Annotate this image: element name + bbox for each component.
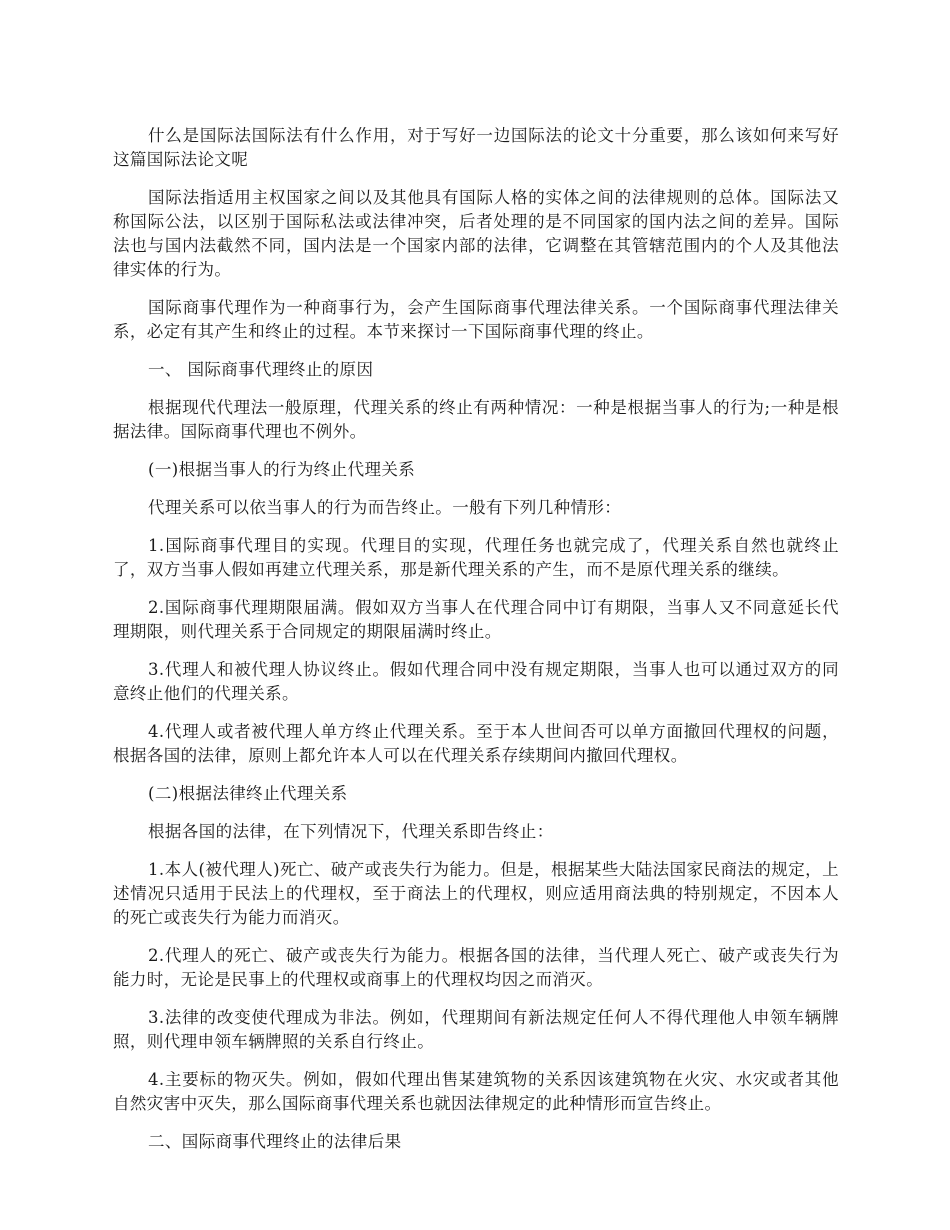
paragraph-definition: 国际法指适用主权国家之间以及其他具有国际人格的实体之间的法律规则的总体。国际法又称国际公法，以区别于国际私法或法律冲突，后者处理的是不同国家的国内法之间的差异。国际法也与国内法截然不同，国内法是一个国家内部的法律，它调整在其管辖范围内的个人及其他法律实体的行为。 — [113, 188, 839, 279]
list-item-8: 4.主要标的物灭失。例如，假如代理出售某建筑物的关系因该建筑物在火灾、水灾或者其他自然灾害中灭失，那么国际商事代理关系也就因法律规定的此种情形而宣告终止。 — [113, 1070, 839, 1113]
paragraph-legal-termination: 根据各国的法律，在下列情况下，代理关系即告终止： — [148, 822, 554, 841]
list-item-5: 1.本人(被代理人)死亡、破产或丧失行为能力。但是，根据某些大陆法国家民商法的规定，上述情况只适用于民法上的代理权，至于商法上的代理权，则应适用商法典的特别规定，不因本人的死亡或丧失行为能力而消灭。 — [113, 860, 839, 927]
paragraph-party-termination: 代理关系可以依当事人的行为而告终止。一般有下列几种情形： — [148, 498, 622, 517]
list-item-3: 3.代理人和被代理人协议终止。假如代理合同中没有规定期限，当事人也可以通过双方的同意终止他们的代理关系。 — [113, 660, 839, 703]
list-item-6: 2.代理人的死亡、破产或丧失行为能力。根据各国的法律，当代理人死亡、破产或丧失行为能力时，无论是民事上的代理权或商事上的代理权均因之而消灭。 — [113, 946, 839, 989]
list-item-2: 2.国际商事代理期限届满。假如双方当事人在代理合同中订有期限，当事人又不同意延长代理期限，则代理关系于合同规定的期限届满时终止。 — [113, 598, 839, 641]
section-heading-2: 二、国际商事代理终止的法律后果 — [148, 1132, 402, 1151]
paragraph-commercial-agency: 国际商事代理作为一种商事行为，会产生国际商事代理法律关系。一个国际商事代理法律关系，必定有其产生和终止的过程。本节来探讨一下国际商事代理的终止。 — [113, 298, 839, 341]
paragraph-intro: 什么是国际法国际法有什么作用，对于写好一边国际法的论文十分重要，那么该如何来写好这篇国际法论文呢 — [113, 126, 839, 169]
list-item-7: 3.法律的改变使代理成为非法。例如，代理期间有新法规定任何人不得代理他人申领车辆牌照，则代理申领车辆牌照的关系自行终止。 — [113, 1008, 839, 1051]
section-heading-1: 一、 国际商事代理终止的原因 — [148, 360, 374, 379]
document-body — [113, 124, 839, 1168]
paragraph-principles: 根据现代代理法一般原理，代理关系的终止有两种情况：一种是根据当事人的行为;一种是根据法律。国际商事代理也不例外。 — [113, 398, 839, 441]
subsection-heading-2: (二)根据法律终止代理关系 — [148, 784, 348, 803]
list-item-4: 4.代理人或者被代理人单方终止代理关系。至于本人世间否可以单方面撤回代理权的问题，根据各国的法律，原则上都允许本人可以在代理关系存续期间内撤回代理权。 — [113, 722, 839, 765]
list-item-1: 1.国际商事代理目的实现。代理目的实现，代理任务也就完成了，代理关系自然也就终止了，双方当事人假如再建立代理关系，那是新代理关系的产生，而不是原代理关系的继续。 — [113, 536, 839, 579]
subsection-heading-1: (一)根据当事人的行为终止代理关系 — [148, 460, 416, 479]
